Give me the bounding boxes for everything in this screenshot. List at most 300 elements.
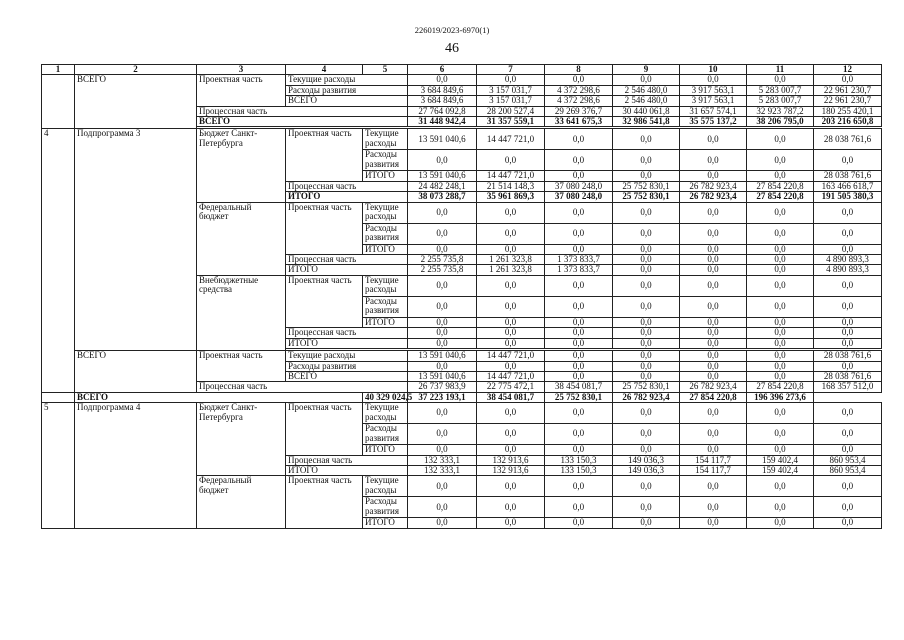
- cell-value: 4 372 298,6: [545, 96, 613, 106]
- cell-value: 22 961 230,7: [814, 96, 882, 106]
- cell-value: 0,0: [545, 129, 613, 150]
- row-number: [42, 75, 75, 129]
- cell-value: 203 216 650,8: [814, 117, 882, 127]
- column-header: 8: [545, 65, 613, 75]
- cell-value: 13 591 040,6: [408, 171, 477, 181]
- cell-value: 0,0: [545, 75, 613, 85]
- cell-value: 0,0: [408, 361, 477, 371]
- cell-value: 26 782 923,4: [680, 181, 747, 191]
- cell-value: 860 953,4: [814, 455, 882, 465]
- cell-value: 154 117,7: [680, 465, 747, 475]
- part-label: Процессная часть: [286, 255, 408, 265]
- cell-value: 0,0: [545, 171, 613, 181]
- cell-value: 35 961 869,3: [477, 192, 545, 202]
- cell-value: 0,0: [545, 328, 613, 338]
- cell-value: 0,0: [408, 424, 477, 445]
- cell-value: 132 913,6: [477, 455, 545, 465]
- cell-value: 0,0: [408, 328, 477, 338]
- expense-type: Расходы развития: [363, 296, 408, 317]
- cell-value: 0,0: [545, 223, 613, 244]
- cell-value: 0,0: [477, 424, 545, 445]
- cell-value: 0,0: [680, 202, 747, 223]
- cell-value: 0,0: [477, 244, 545, 254]
- cell-value: 0,0: [613, 244, 680, 254]
- cell-value: 5 283 007,7: [747, 85, 814, 95]
- cell-value: 0,0: [747, 150, 814, 171]
- cell-value: 28 038 761,6: [814, 129, 882, 150]
- cell-value: 0,0: [747, 202, 814, 223]
- cell-value: 0,0: [814, 317, 882, 327]
- expense-type: Текущие расходы: [363, 129, 408, 150]
- total-label: ИТОГО: [286, 192, 408, 202]
- cell-value: 0,0: [747, 351, 814, 361]
- cell-value: 27 854 220,8: [680, 392, 747, 402]
- part-label: Процессная часть: [286, 328, 408, 338]
- cell-value: 31 657 574,1: [680, 106, 747, 116]
- cell-value: 2 546 480,0: [613, 96, 680, 106]
- expense-type: Расходы развития: [363, 497, 408, 518]
- cell-value: 149 036,3: [613, 455, 680, 465]
- cell-value: 0,0: [747, 403, 814, 424]
- total-label: ИТОГО: [286, 338, 408, 348]
- cell-value: 0,0: [814, 518, 882, 528]
- table-row: [42, 351, 882, 361]
- cell-value: 0,0: [545, 244, 613, 254]
- expense-type: ИТОГО: [363, 445, 408, 455]
- cell-value: 0,0: [680, 223, 747, 244]
- total-label: ИТОГО: [286, 465, 408, 475]
- row-number: 5: [42, 403, 75, 529]
- cell-value: 0,0: [477, 476, 545, 497]
- cell-value: 0,0: [680, 296, 747, 317]
- total-label: ИТОГО: [286, 265, 408, 275]
- cell-value: 0,0: [613, 424, 680, 445]
- cell-value: 0,0: [408, 497, 477, 518]
- expense-type: Текущие расходы: [363, 275, 408, 296]
- cell-value: 0,0: [477, 328, 545, 338]
- cell-value: 0,0: [814, 296, 882, 317]
- cell-value: 4 372 298,6: [545, 85, 613, 95]
- cell-value: 1 373 833,7: [545, 255, 613, 265]
- cell-value: 0,0: [408, 223, 477, 244]
- expense-type: Расходы развития: [286, 361, 408, 371]
- cell-value: 860 953,4: [814, 465, 882, 475]
- cell-value: 0,0: [680, 338, 747, 348]
- cell-value: 0,0: [680, 424, 747, 445]
- cell-value: 0,0: [747, 338, 814, 348]
- table-row: [42, 129, 882, 150]
- column-header: 6: [408, 65, 477, 75]
- cell-value: 180 255 420,1: [814, 106, 882, 116]
- cell-value: 154 117,7: [680, 455, 747, 465]
- part-label: Проектная часть: [286, 403, 363, 455]
- cell-value: 3 684 849,6: [408, 96, 477, 106]
- cell-value: 0,0: [814, 361, 882, 371]
- cell-value: 22 775 472,1: [477, 382, 545, 392]
- cell-value: 0,0: [477, 338, 545, 348]
- part-label: Процессная часть: [286, 181, 408, 191]
- cell-value: 0,0: [477, 275, 545, 296]
- column-header: 10: [680, 65, 747, 75]
- document-id: 226019/2023-6970(1): [414, 25, 490, 35]
- budget-table: [41, 64, 882, 529]
- column-header: 1: [42, 65, 75, 75]
- expense-type: Расходы развития: [363, 150, 408, 171]
- cell-value: 37 080 248,0: [545, 192, 613, 202]
- cell-value: 28 038 761,6: [814, 371, 882, 381]
- funding-source: Внебюджетные средства: [197, 275, 286, 350]
- cell-value: 0,0: [545, 275, 613, 296]
- cell-value: 149 036,3: [613, 465, 680, 475]
- expense-type: ИТОГО: [363, 171, 408, 181]
- column-header: 11: [747, 65, 814, 75]
- cell-value: 30 440 061,8: [613, 106, 680, 116]
- cell-value: 0,0: [477, 518, 545, 528]
- cell-value: 0,0: [747, 75, 814, 85]
- cell-value: 25 752 830,1: [613, 192, 680, 202]
- cell-value: 0,0: [814, 338, 882, 348]
- cell-value: 0,0: [477, 497, 545, 518]
- cell-value: 2 546 480,0: [613, 85, 680, 95]
- expense-type: Текущие расходы: [286, 75, 408, 85]
- cell-value: 0,0: [680, 171, 747, 181]
- row-number: 4: [42, 129, 75, 392]
- cell-value: 0,0: [477, 150, 545, 171]
- part-label: Проектная часть: [286, 129, 363, 181]
- cell-value: 14 447 721,0: [477, 171, 545, 181]
- cell-value: 0,0: [613, 265, 680, 275]
- cell-value: 26 782 923,4: [680, 382, 747, 392]
- part-label: Проектная часть: [197, 351, 286, 382]
- cell-value: 0,0: [408, 150, 477, 171]
- cell-value: 133 150,3: [545, 455, 613, 465]
- cell-value: 0,0: [680, 328, 747, 338]
- cell-value: 0,0: [814, 223, 882, 244]
- column-header: 2: [75, 65, 197, 75]
- cell-value: 0,0: [613, 296, 680, 317]
- cell-value: 0,0: [545, 371, 613, 381]
- cell-value: 159 402,4: [747, 465, 814, 475]
- cell-value: 191 505 380,3: [814, 192, 882, 202]
- cell-value: 0,0: [408, 445, 477, 455]
- cell-value: 0,0: [613, 328, 680, 338]
- expense-type: ВСЕГО: [286, 371, 408, 381]
- cell-value: 0,0: [814, 328, 882, 338]
- cell-value: 27 764 092,8: [408, 106, 477, 116]
- cell-value: 14 447 721,0: [477, 351, 545, 361]
- cell-value: 0,0: [814, 403, 882, 424]
- cell-value: 26 737 983,9: [408, 382, 477, 392]
- cell-value: 0,0: [477, 296, 545, 317]
- cell-value: 0,0: [545, 361, 613, 371]
- cell-value: 38 454 081,7: [477, 392, 545, 402]
- cell-value: 29 269 376,7: [545, 106, 613, 116]
- cell-value: 3 684 849,6: [408, 85, 477, 95]
- cell-value: 0,0: [545, 202, 613, 223]
- cell-value: 159 402,4: [747, 455, 814, 465]
- cell-value: 0,0: [613, 255, 680, 265]
- cell-value: 0,0: [408, 518, 477, 528]
- cell-value: 0,0: [477, 317, 545, 327]
- cell-value: 0,0: [814, 424, 882, 445]
- cell-value: 1 373 833,7: [545, 265, 613, 275]
- cell-value: 32 986 541,8: [613, 117, 680, 127]
- cell-value: 4 890 893,3: [814, 265, 882, 275]
- cell-value: 40 329 024,5: [363, 392, 408, 402]
- cell-value: 0,0: [747, 129, 814, 150]
- cell-value: 0,0: [747, 171, 814, 181]
- funding-source: Федеральный бюджет: [197, 202, 286, 275]
- cell-value: 0,0: [408, 244, 477, 254]
- cell-value: 13 591 040,6: [408, 351, 477, 361]
- cell-value: 2 255 735,8: [408, 255, 477, 265]
- cell-value: 21 514 148,3: [477, 181, 545, 191]
- expense-type: Расходы развития: [286, 85, 408, 95]
- cell-value: 0,0: [613, 129, 680, 150]
- cell-value: 32 923 787,2: [747, 106, 814, 116]
- cell-value: 35 575 137,2: [680, 117, 747, 127]
- program-name: [42, 392, 75, 402]
- page-number: 46: [445, 41, 459, 56]
- cell-value: 0,0: [613, 275, 680, 296]
- cell-value: 1 261 323,8: [477, 265, 545, 275]
- part-label: Проектная часть: [197, 75, 286, 106]
- cell-value: 0,0: [613, 171, 680, 181]
- cell-value: 0,0: [814, 497, 882, 518]
- cell-value: 0,0: [613, 223, 680, 244]
- cell-value: 22 961 230,7: [814, 85, 882, 95]
- cell-value: 0,0: [613, 361, 680, 371]
- cell-value: 38 073 288,7: [408, 192, 477, 202]
- cell-value: 0,0: [680, 75, 747, 85]
- cell-value: 0,0: [747, 244, 814, 254]
- subprogram-name: Подпрограмма 4: [75, 403, 197, 529]
- cell-value: 0,0: [613, 351, 680, 361]
- cell-value: 0,0: [408, 338, 477, 348]
- funding-source: Федеральный бюджет: [197, 476, 286, 528]
- cell-value: 0,0: [408, 403, 477, 424]
- column-header: 3: [197, 65, 286, 75]
- expense-type: Текущие расходы: [363, 403, 408, 424]
- cell-value: 0,0: [408, 317, 477, 327]
- cell-value: 0,0: [613, 518, 680, 528]
- column-header: 9: [613, 65, 680, 75]
- cell-value: 0,0: [545, 518, 613, 528]
- total-label: ВСЕГО: [75, 392, 363, 402]
- program-name: ВСЕГО: [75, 75, 197, 129]
- expense-type: ВСЕГО: [286, 96, 408, 106]
- cell-value: 4 890 893,3: [814, 255, 882, 265]
- cell-value: 0,0: [408, 75, 477, 85]
- cell-value: 0,0: [545, 317, 613, 327]
- cell-value: 0,0: [680, 371, 747, 381]
- cell-value: 0,0: [477, 223, 545, 244]
- cell-value: 28 200 527,4: [477, 106, 545, 116]
- cell-value: 3 157 031,7: [477, 85, 545, 95]
- cell-value: 0,0: [408, 476, 477, 497]
- column-header: 12: [814, 65, 882, 75]
- cell-value: 2 255 735,8: [408, 265, 477, 275]
- cell-value: 0,0: [814, 150, 882, 171]
- cell-value: 132 333,1: [408, 455, 477, 465]
- subprogram-name: Подпрограмма 3: [75, 129, 197, 351]
- cell-value: 0,0: [747, 296, 814, 317]
- cell-value: 0,0: [747, 476, 814, 497]
- cell-value: 0,0: [747, 317, 814, 327]
- part-label: Проектная часть: [286, 476, 363, 528]
- cell-value: 0,0: [814, 202, 882, 223]
- part-label: Процессная часть: [197, 106, 408, 116]
- cell-value: 37 080 248,0: [545, 181, 613, 191]
- table-row: [42, 75, 882, 85]
- cell-value: 0,0: [408, 275, 477, 296]
- cell-value: 0,0: [408, 202, 477, 223]
- part-label: Проектная часть: [286, 202, 363, 254]
- cell-value: 0,0: [545, 424, 613, 445]
- column-header: 7: [477, 65, 545, 75]
- cell-value: 1 261 323,8: [477, 255, 545, 265]
- cell-value: 28 038 761,6: [814, 171, 882, 181]
- cell-value: 0,0: [545, 403, 613, 424]
- cell-value: 0,0: [680, 351, 747, 361]
- funding-source: Бюджет Санкт-Петербурга: [197, 403, 286, 476]
- part-label: Процесная часть: [286, 455, 408, 465]
- cell-value: 0,0: [814, 476, 882, 497]
- cell-value: 0,0: [680, 403, 747, 424]
- cell-value: 0,0: [680, 244, 747, 254]
- cell-value: 0,0: [747, 361, 814, 371]
- column-header: 5: [363, 65, 408, 75]
- cell-value: 25 752 830,1: [545, 392, 613, 402]
- expense-type: Текущие расходы: [286, 351, 408, 361]
- cell-value: 0,0: [477, 75, 545, 85]
- cell-value: 0,0: [613, 476, 680, 497]
- cell-value: 0,0: [747, 255, 814, 265]
- cell-value: 14 447 721,0: [477, 129, 545, 150]
- cell-value: 0,0: [545, 445, 613, 455]
- cell-value: 0,0: [680, 265, 747, 275]
- cell-value: 0,0: [613, 75, 680, 85]
- cell-value: 132 333,1: [408, 465, 477, 475]
- cell-value: 0,0: [814, 445, 882, 455]
- cell-value: 0,0: [680, 317, 747, 327]
- cell-value: 163 466 618,7: [814, 181, 882, 191]
- cell-value: 5 283 007,7: [747, 96, 814, 106]
- cell-value: 25 752 830,1: [613, 181, 680, 191]
- expense-type: ИТОГО: [363, 317, 408, 327]
- table-row: [42, 392, 882, 402]
- cell-value: 133 150,3: [545, 465, 613, 475]
- cell-value: 0,0: [747, 265, 814, 275]
- cell-value: 14 447 721,0: [477, 371, 545, 381]
- cell-value: 0,0: [747, 445, 814, 455]
- cell-value: 0,0: [545, 150, 613, 171]
- cell-value: 0,0: [613, 371, 680, 381]
- expense-type: ИТОГО: [363, 518, 408, 528]
- program-name: ВСЕГО: [75, 351, 197, 393]
- cell-value: 0,0: [477, 445, 545, 455]
- cell-value: 3 917 563,1: [680, 85, 747, 95]
- expense-type: ИТОГО: [363, 244, 408, 254]
- cell-value: 33 641 675,3: [545, 117, 613, 127]
- cell-value: 0,0: [814, 75, 882, 85]
- cell-value: 38 206 795,0: [747, 117, 814, 127]
- cell-value: 0,0: [680, 275, 747, 296]
- cell-value: 132 913,6: [477, 465, 545, 475]
- cell-value: 0,0: [680, 476, 747, 497]
- cell-value: 27 854 220,8: [747, 192, 814, 202]
- cell-value: 3 157 031,7: [477, 96, 545, 106]
- cell-value: 0,0: [477, 202, 545, 223]
- cell-value: 26 782 923,4: [613, 392, 680, 402]
- cell-value: 0,0: [545, 497, 613, 518]
- cell-value: 0,0: [680, 518, 747, 528]
- expense-type: Расходы развития: [363, 223, 408, 244]
- part-label: Проектная часть: [286, 275, 363, 327]
- cell-value: 31 448 942,4: [408, 117, 477, 127]
- cell-value: 0,0: [545, 476, 613, 497]
- cell-value: 0,0: [747, 371, 814, 381]
- cell-value: 27 854 220,8: [747, 382, 814, 392]
- cell-value: 0,0: [680, 497, 747, 518]
- cell-value: 0,0: [747, 518, 814, 528]
- total-label: ВСЕГО: [197, 117, 408, 127]
- cell-value: 13 591 040,6: [408, 129, 477, 150]
- cell-value: 0,0: [545, 296, 613, 317]
- column-header-row: [42, 65, 882, 75]
- cell-value: 0,0: [814, 275, 882, 296]
- expense-type: Текущие расходы: [363, 476, 408, 497]
- cell-value: 37 223 193,1: [408, 392, 477, 402]
- cell-value: 26 782 923,4: [680, 192, 747, 202]
- cell-value: 0,0: [747, 497, 814, 518]
- cell-value: 0,0: [613, 317, 680, 327]
- cell-value: 38 454 081,7: [545, 382, 613, 392]
- cell-value: 0,0: [747, 275, 814, 296]
- column-header: 4: [286, 65, 363, 75]
- cell-value: 0,0: [545, 338, 613, 348]
- cell-value: 0,0: [408, 296, 477, 317]
- cell-value: 0,0: [814, 244, 882, 254]
- cell-value: 0,0: [680, 255, 747, 265]
- cell-value: 24 482 248,1: [408, 181, 477, 191]
- cell-value: 0,0: [747, 328, 814, 338]
- cell-value: 0,0: [477, 361, 545, 371]
- cell-value: 168 357 512,0: [814, 382, 882, 392]
- cell-value: 0,0: [613, 403, 680, 424]
- cell-value: 0,0: [613, 445, 680, 455]
- expense-type: Расходы развития: [363, 424, 408, 445]
- cell-value: 27 854 220,8: [747, 181, 814, 191]
- cell-value: 196 396 273,6: [747, 392, 814, 402]
- cell-value: 0,0: [680, 129, 747, 150]
- cell-value: 25 752 830,1: [613, 382, 680, 392]
- cell-value: 0,0: [680, 150, 747, 171]
- cell-value: 0,0: [613, 150, 680, 171]
- cell-value: 0,0: [747, 223, 814, 244]
- cell-value: 0,0: [477, 403, 545, 424]
- cell-value: 0,0: [613, 338, 680, 348]
- cell-value: 28 038 761,6: [814, 351, 882, 361]
- part-label: Процессная часть: [197, 382, 408, 392]
- cell-value: 0,0: [545, 351, 613, 361]
- funding-source: Бюджет Санкт-Петербурга: [197, 129, 286, 202]
- table-row: [42, 403, 882, 424]
- cell-value: 0,0: [680, 361, 747, 371]
- cell-value: 31 357 559,1: [477, 117, 545, 127]
- cell-value: 13 591 040,6: [408, 371, 477, 381]
- cell-value: 0,0: [747, 424, 814, 445]
